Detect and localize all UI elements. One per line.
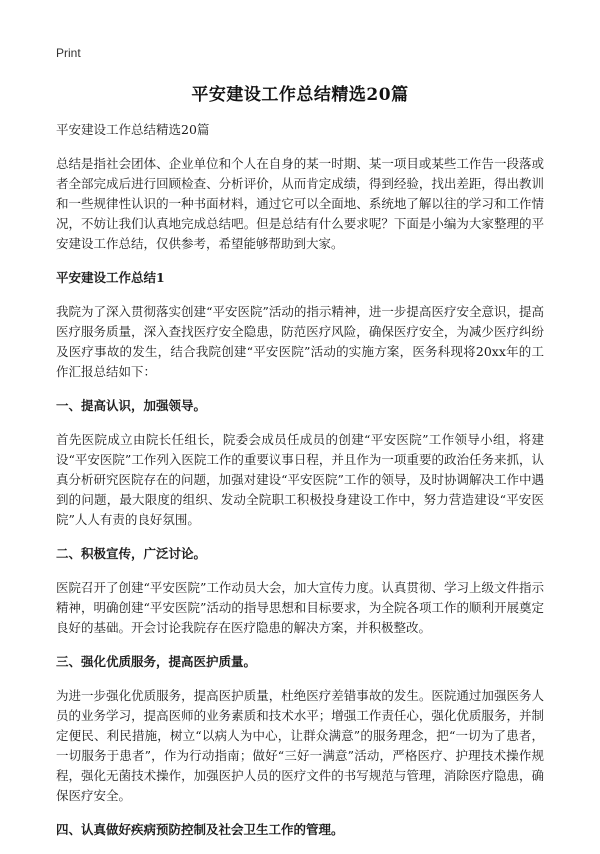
section-heading-4: 四、认真做好疾病预防控制及社会卫生工作的管理。 (56, 822, 344, 837)
page-title: 平安建设工作总结精选20篇 (191, 85, 409, 105)
intro-paragraph: 总结是指社会团体、企业单位和个人在自身的某一时期、某一项目或某些工作告一段落或者全部完成后进行回顾检查、分析评价，从而肯定成绩，得到经验，找出差距，得出教训和一些规律性认识的一种书面材料，通过它可以全面地、系统地了解以往的学习和工作情况，不妨让我们认真地完成总结吧。但是总结有什么要求呢？下面是小编为大家整理的平安建设工作总结，仅供参考，希望能够帮助到大家。 (56, 156, 544, 251)
print-link[interactable]: Print (56, 46, 81, 60)
section-heading-1: 一、提高认识，加强领导。 (56, 398, 207, 413)
section-heading-2: 二、积极宣传，广泛讨论。 (56, 546, 207, 561)
section-paragraph-1: 首先医院成立由院长任组长，院委会成员任成员的创建“平安医院”工作领导小组，将建设“平安医院”工作列入医院工作的重要议事日程，并且作为一项重要的政治任务来抓，认真分析研究医院存在的问题，加强对建设“平安医院”工作的领导，及时协调解决工作中遇到的问题，最大限度的组织、发动全院职工积极投身建设工作中，努力营造建设“平安医院”人人有责的良好氛围。 (56, 432, 544, 527)
section-heading-3: 三、强化优质服务，提高医护质量。 (56, 654, 257, 669)
document-body (56, 120, 544, 854)
document-subtitle: 平安建设工作总结精选20篇 (56, 122, 210, 137)
section-paragraph-2: 医院召开了创建“平安医院”工作动员大会，加大宣传力度。认真贯彻、学习上级文件指示精神，明确创建“平安医院”活动的指导思想和目标要求，为全院各项工作的顺利开展奠定良好的基础。开会讨论我院存在医疗隐患的解决方案，并积极整改。 (56, 580, 544, 635)
summary1-heading: 平安建设工作总结1 (56, 270, 165, 285)
summary1-paragraph: 我院为了深入贯彻落实创建“平安医院”活动的指示精神，进一步提高医疗安全意识，提高医疗服务质量，深入查找医疗安全隐患，防范医疗风险，确保医疗安全，为减少医疗纠纷及医疗事故的发生，结合我院创建“平安医院”活动的实施方案，医务科现将20xx年的工作汇报总结如下： (56, 304, 544, 379)
section-paragraph-3: 为进一步强化优质服务，提高医护质量，杜绝医疗差错事故的发生。医院通过加强医务人员的业务学习，提高医师的业务素质和技术水平；增强工作责任心，强化优质服务，并制定便民、利民措施，树立“以病人为中心，让群众满意”的服务理念，把“一切为了患者，一切服务于患者”，作为行动指南；做好“三好一满意”活动，严格医疗、护理技术操作规程，强化无菌技术操作，加强医护人员的医疗文件的书写规范与管理，消除医疗隐患，确保医疗安全。 (56, 688, 544, 803)
